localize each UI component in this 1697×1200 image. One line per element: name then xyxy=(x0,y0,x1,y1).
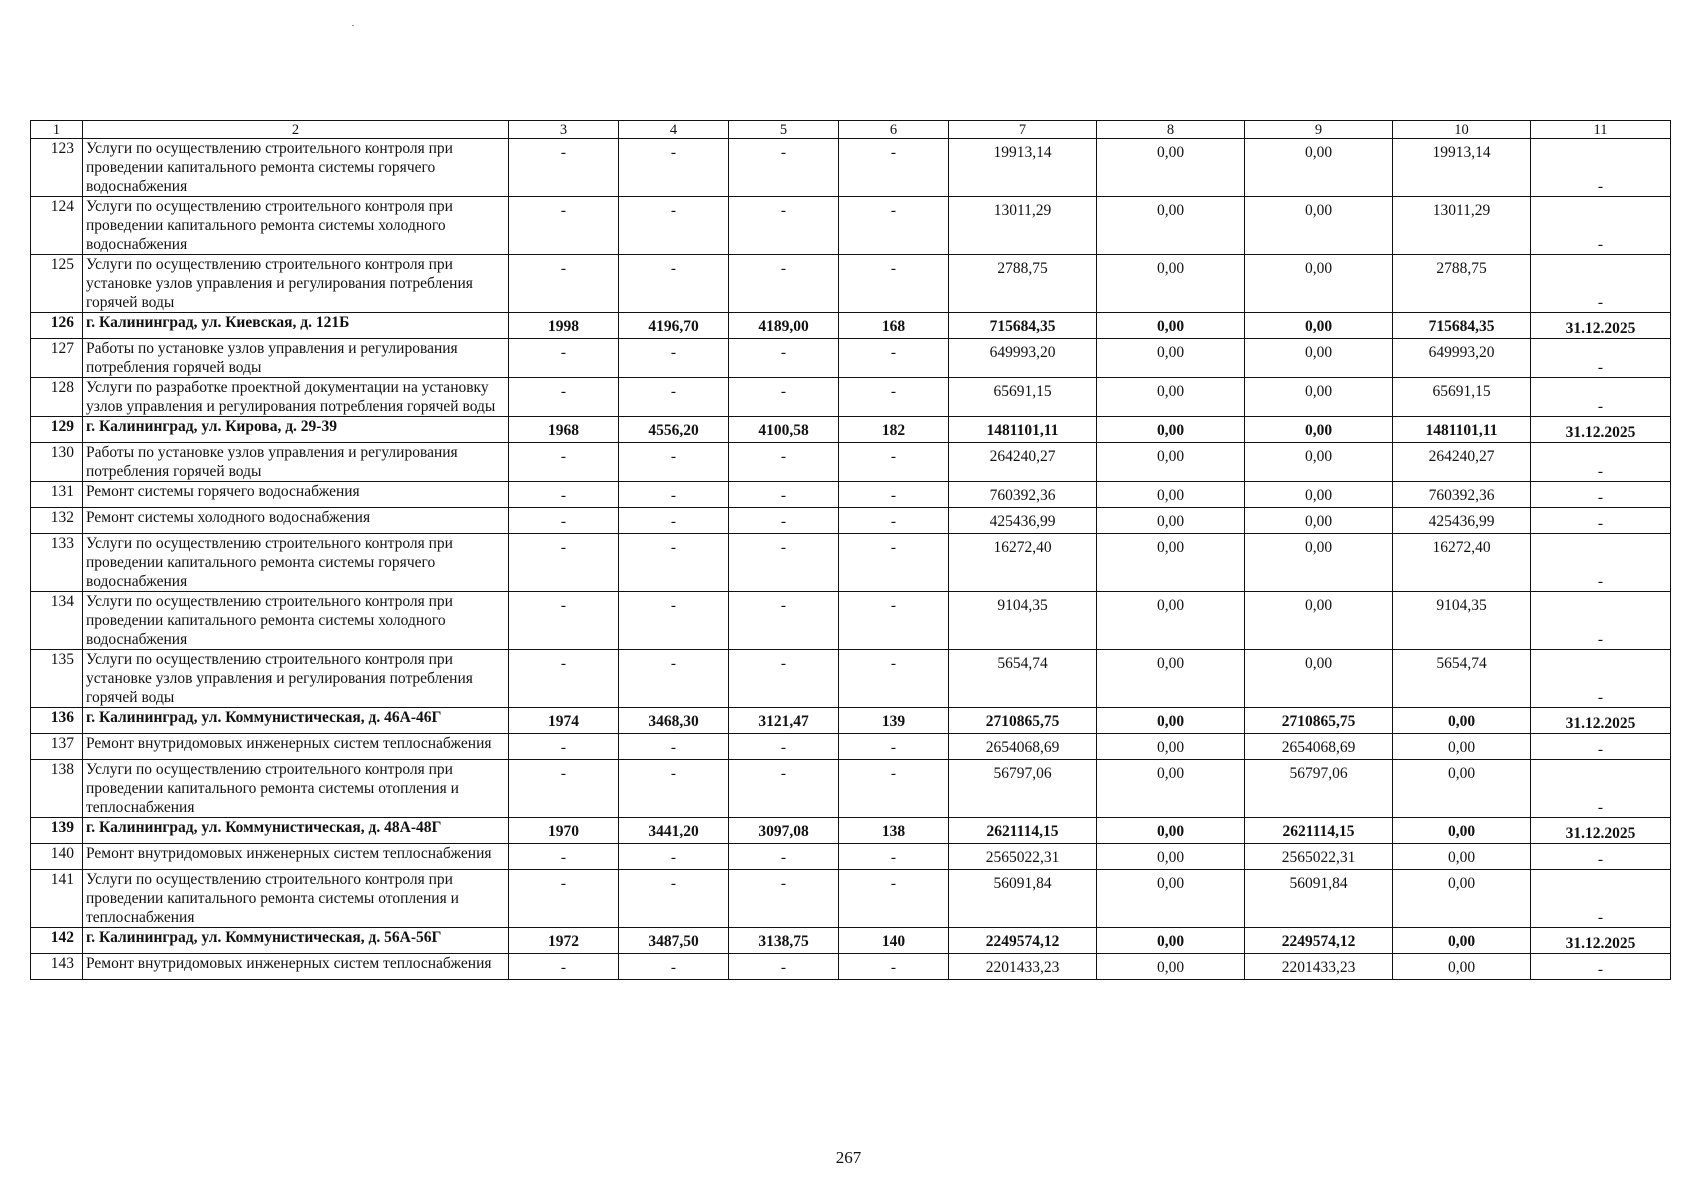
owner-funds: 13011,29 xyxy=(1393,197,1531,255)
owner-funds: 2788,75 xyxy=(1393,255,1531,313)
federal-funds: 0,00 xyxy=(1097,443,1245,482)
work-row xyxy=(31,443,1671,482)
work-description: Услуги по осуществлению строительного контроля при проведении капитального ремонта системы холодного водоснабжения xyxy=(83,592,509,650)
living-area: - xyxy=(729,197,839,255)
row-number: 123 xyxy=(31,139,83,197)
row-number: 129 xyxy=(31,417,83,443)
work-description: Услуги по осуществлению строительного контроля при проведении капитального ремонта системы горячего водоснабжения xyxy=(83,139,509,197)
residents-count: - xyxy=(839,592,949,650)
row-number: 131 xyxy=(31,482,83,508)
work-description: г. Калининград, ул. Коммунистическая, д. 48А-48Г xyxy=(83,818,509,844)
work-row xyxy=(31,508,1671,534)
deadline: - xyxy=(1531,378,1671,417)
residents-count: - xyxy=(839,760,949,818)
federal-funds: 0,00 xyxy=(1097,734,1245,760)
fund-funds: 0,00 xyxy=(1245,534,1393,592)
column-header: 4 xyxy=(619,121,729,139)
row-number: 138 xyxy=(31,760,83,818)
total-area: - xyxy=(619,339,729,378)
total-area: - xyxy=(619,592,729,650)
residents-count: - xyxy=(839,534,949,592)
build-year: - xyxy=(509,534,619,592)
work-row xyxy=(31,844,1671,870)
column-header: 8 xyxy=(1097,121,1245,139)
work-description: г. Калининград, ул. Кирова, д. 29-39 xyxy=(83,417,509,443)
row-number: 137 xyxy=(31,734,83,760)
work-description: Услуги по осуществлению строительного контроля при проведении капитального ремонта системы горячего водоснабжения xyxy=(83,534,509,592)
total-cost: 56091,84 xyxy=(949,870,1097,928)
total-cost: 1481101,11 xyxy=(949,417,1097,443)
owner-funds: 715684,35 xyxy=(1393,313,1531,339)
row-number: 134 xyxy=(31,592,83,650)
living-area: - xyxy=(729,443,839,482)
deadline: - xyxy=(1531,482,1671,508)
living-area: - xyxy=(729,592,839,650)
living-area: - xyxy=(729,139,839,197)
owner-funds: 9104,35 xyxy=(1393,592,1531,650)
work-row xyxy=(31,592,1671,650)
deadline: - xyxy=(1531,650,1671,708)
owner-funds: 0,00 xyxy=(1393,954,1531,980)
fund-funds: 0,00 xyxy=(1245,650,1393,708)
deadline: 31.12.2025 xyxy=(1531,708,1671,734)
fund-funds: 0,00 xyxy=(1245,417,1393,443)
residents-count: 140 xyxy=(839,928,949,954)
build-year: - xyxy=(509,734,619,760)
work-description: г. Калининград, ул. Коммунистическая, д. 46А-46Г xyxy=(83,708,509,734)
build-year: - xyxy=(509,650,619,708)
work-description: Работы по установке узлов управления и регулирования потребления горячей воды xyxy=(83,443,509,482)
total-cost: 5654,74 xyxy=(949,650,1097,708)
owner-funds: 760392,36 xyxy=(1393,482,1531,508)
owner-funds: 0,00 xyxy=(1393,760,1531,818)
living-area: - xyxy=(729,378,839,417)
work-description: Работы по установке узлов управления и регулирования потребления горячей воды xyxy=(83,339,509,378)
residents-count: - xyxy=(839,844,949,870)
deadline: - xyxy=(1531,760,1671,818)
deadline: - xyxy=(1531,197,1671,255)
work-row xyxy=(31,197,1671,255)
total-cost: 2249574,12 xyxy=(949,928,1097,954)
federal-funds: 0,00 xyxy=(1097,928,1245,954)
total-area: 3487,50 xyxy=(619,928,729,954)
row-number: 140 xyxy=(31,844,83,870)
residents-count: - xyxy=(839,870,949,928)
build-year: - xyxy=(509,592,619,650)
total-cost: 715684,35 xyxy=(949,313,1097,339)
residents-count: - xyxy=(839,734,949,760)
total-area: - xyxy=(619,870,729,928)
total-area: - xyxy=(619,139,729,197)
total-area: 4556,20 xyxy=(619,417,729,443)
work-row xyxy=(31,534,1671,592)
build-year: - xyxy=(509,760,619,818)
living-area: - xyxy=(729,650,839,708)
total-area: - xyxy=(619,760,729,818)
column-header: 3 xyxy=(509,121,619,139)
row-number: 143 xyxy=(31,954,83,980)
table-body xyxy=(31,139,1671,980)
fund-funds: 2621114,15 xyxy=(1245,818,1393,844)
column-header: 6 xyxy=(839,121,949,139)
living-area: - xyxy=(729,870,839,928)
repair-program-table xyxy=(30,120,1671,980)
fund-funds: 0,00 xyxy=(1245,508,1393,534)
fund-funds: 2654068,69 xyxy=(1245,734,1393,760)
total-area: - xyxy=(619,650,729,708)
fund-funds: 0,00 xyxy=(1245,378,1393,417)
residents-count: 139 xyxy=(839,708,949,734)
column-header: 7 xyxy=(949,121,1097,139)
build-year: 1998 xyxy=(509,313,619,339)
total-cost: 9104,35 xyxy=(949,592,1097,650)
fund-funds: 0,00 xyxy=(1245,339,1393,378)
deadline: - xyxy=(1531,734,1671,760)
build-year: - xyxy=(509,508,619,534)
deadline: - xyxy=(1531,592,1671,650)
total-cost: 2565022,31 xyxy=(949,844,1097,870)
row-number: 135 xyxy=(31,650,83,708)
build-year: - xyxy=(509,197,619,255)
residents-count: - xyxy=(839,650,949,708)
build-year: 1968 xyxy=(509,417,619,443)
column-header: 10 xyxy=(1393,121,1531,139)
deadline: - xyxy=(1531,954,1671,980)
address-row xyxy=(31,313,1671,339)
work-description: Услуги по осуществлению строительного контроля при проведении капитального ремонта системы холодного водоснабжения xyxy=(83,197,509,255)
living-area: - xyxy=(729,734,839,760)
total-cost: 16272,40 xyxy=(949,534,1097,592)
living-area: 3121,47 xyxy=(729,708,839,734)
deadline: 31.12.2025 xyxy=(1531,313,1671,339)
build-year: - xyxy=(509,870,619,928)
living-area: 3097,08 xyxy=(729,818,839,844)
owner-funds: 19913,14 xyxy=(1393,139,1531,197)
fund-funds: 0,00 xyxy=(1245,197,1393,255)
row-number: 125 xyxy=(31,255,83,313)
residents-count: - xyxy=(839,139,949,197)
total-cost: 425436,99 xyxy=(949,508,1097,534)
living-area: - xyxy=(729,844,839,870)
owner-funds: 425436,99 xyxy=(1393,508,1531,534)
total-area: 3441,20 xyxy=(619,818,729,844)
residents-count: - xyxy=(839,508,949,534)
federal-funds: 0,00 xyxy=(1097,818,1245,844)
deadline: - xyxy=(1531,534,1671,592)
fund-funds: 0,00 xyxy=(1245,482,1393,508)
work-description: Ремонт системы холодного водоснабжения xyxy=(83,508,509,534)
row-number: 126 xyxy=(31,313,83,339)
build-year: 1972 xyxy=(509,928,619,954)
federal-funds: 0,00 xyxy=(1097,313,1245,339)
fund-funds: 0,00 xyxy=(1245,139,1393,197)
scan-speck xyxy=(352,25,354,26)
total-cost: 2654068,69 xyxy=(949,734,1097,760)
residents-count: - xyxy=(839,443,949,482)
work-description: Услуги по осуществлению строительного контроля при установке узлов управления и регулирования потребления горячей воды xyxy=(83,650,509,708)
deadline: - xyxy=(1531,508,1671,534)
build-year: - xyxy=(509,954,619,980)
work-description: Услуги по осуществлению строительного контроля при установке узлов управления и регулирования потребления горячей воды xyxy=(83,255,509,313)
build-year: - xyxy=(509,139,619,197)
owner-funds: 0,00 xyxy=(1393,734,1531,760)
total-cost: 649993,20 xyxy=(949,339,1097,378)
total-cost: 2201433,23 xyxy=(949,954,1097,980)
federal-funds: 0,00 xyxy=(1097,954,1245,980)
total-cost: 2621114,15 xyxy=(949,818,1097,844)
build-year: - xyxy=(509,255,619,313)
federal-funds: 0,00 xyxy=(1097,870,1245,928)
fund-funds: 0,00 xyxy=(1245,443,1393,482)
total-cost: 760392,36 xyxy=(949,482,1097,508)
work-row xyxy=(31,870,1671,928)
column-number-header-row xyxy=(31,121,1671,139)
column-header: 11 xyxy=(1531,121,1671,139)
build-year: - xyxy=(509,482,619,508)
work-row xyxy=(31,650,1671,708)
federal-funds: 0,00 xyxy=(1097,197,1245,255)
residents-count: - xyxy=(839,482,949,508)
work-row xyxy=(31,139,1671,197)
address-row xyxy=(31,818,1671,844)
total-area: - xyxy=(619,482,729,508)
federal-funds: 0,00 xyxy=(1097,534,1245,592)
federal-funds: 0,00 xyxy=(1097,482,1245,508)
total-cost: 13011,29 xyxy=(949,197,1097,255)
build-year: 1970 xyxy=(509,818,619,844)
work-row xyxy=(31,734,1671,760)
residents-count: - xyxy=(839,339,949,378)
address-row xyxy=(31,928,1671,954)
total-area: - xyxy=(619,197,729,255)
deadline: - xyxy=(1531,844,1671,870)
build-year: 1974 xyxy=(509,708,619,734)
work-description: Ремонт внутридомовых инженерных систем теплоснабжения xyxy=(83,734,509,760)
row-number: 133 xyxy=(31,534,83,592)
address-row xyxy=(31,417,1671,443)
owner-funds: 0,00 xyxy=(1393,870,1531,928)
federal-funds: 0,00 xyxy=(1097,417,1245,443)
total-area: - xyxy=(619,443,729,482)
total-cost: 264240,27 xyxy=(949,443,1097,482)
total-area: - xyxy=(619,734,729,760)
federal-funds: 0,00 xyxy=(1097,378,1245,417)
fund-funds: 0,00 xyxy=(1245,592,1393,650)
living-area: 4189,00 xyxy=(729,313,839,339)
fund-funds: 0,00 xyxy=(1245,255,1393,313)
owner-funds: 65691,15 xyxy=(1393,378,1531,417)
owner-funds: 0,00 xyxy=(1393,708,1531,734)
federal-funds: 0,00 xyxy=(1097,844,1245,870)
total-cost: 2788,75 xyxy=(949,255,1097,313)
total-cost: 56797,06 xyxy=(949,760,1097,818)
work-description: г. Калининград, ул. Киевская, д. 121Б xyxy=(83,313,509,339)
work-row xyxy=(31,760,1671,818)
total-area: - xyxy=(619,508,729,534)
row-number: 141 xyxy=(31,870,83,928)
total-area: - xyxy=(619,255,729,313)
work-description: Услуги по осуществлению строительного контроля при проведении капитального ремонта системы отопления и теплоснабжения xyxy=(83,760,509,818)
deadline: - xyxy=(1531,339,1671,378)
build-year: - xyxy=(509,339,619,378)
federal-funds: 0,00 xyxy=(1097,650,1245,708)
owner-funds: 0,00 xyxy=(1393,818,1531,844)
living-area: - xyxy=(729,954,839,980)
fund-funds: 2201433,23 xyxy=(1245,954,1393,980)
total-area: - xyxy=(619,378,729,417)
work-row xyxy=(31,378,1671,417)
row-number: 128 xyxy=(31,378,83,417)
living-area: - xyxy=(729,534,839,592)
row-number: 136 xyxy=(31,708,83,734)
repair-program-table-wrapper xyxy=(30,120,1670,980)
fund-funds: 0,00 xyxy=(1245,313,1393,339)
living-area: 3138,75 xyxy=(729,928,839,954)
deadline: - xyxy=(1531,139,1671,197)
build-year: - xyxy=(509,443,619,482)
column-header: 2 xyxy=(83,121,509,139)
work-row xyxy=(31,255,1671,313)
living-area: - xyxy=(729,482,839,508)
work-description: г. Калининград, ул. Коммунистическая, д. 56А-56Г xyxy=(83,928,509,954)
work-row xyxy=(31,339,1671,378)
work-description: Услуги по осуществлению строительного контроля при проведении капитального ремонта системы отопления и теплоснабжения xyxy=(83,870,509,928)
residents-count: 168 xyxy=(839,313,949,339)
total-area: - xyxy=(619,954,729,980)
column-header: 5 xyxy=(729,121,839,139)
residents-count: 182 xyxy=(839,417,949,443)
living-area: - xyxy=(729,760,839,818)
deadline: - xyxy=(1531,443,1671,482)
fund-funds: 56797,06 xyxy=(1245,760,1393,818)
total-cost: 65691,15 xyxy=(949,378,1097,417)
owner-funds: 5654,74 xyxy=(1393,650,1531,708)
federal-funds: 0,00 xyxy=(1097,255,1245,313)
fund-funds: 2565022,31 xyxy=(1245,844,1393,870)
owner-funds: 264240,27 xyxy=(1393,443,1531,482)
living-area: - xyxy=(729,339,839,378)
work-description: Ремонт внутридомовых инженерных систем теплоснабжения xyxy=(83,954,509,980)
total-cost: 2710865,75 xyxy=(949,708,1097,734)
work-description: Ремонт системы горячего водоснабжения xyxy=(83,482,509,508)
work-description: Ремонт внутридомовых инженерных систем теплоснабжения xyxy=(83,844,509,870)
owner-funds: 16272,40 xyxy=(1393,534,1531,592)
fund-funds: 2710865,75 xyxy=(1245,708,1393,734)
deadline: 31.12.2025 xyxy=(1531,417,1671,443)
owner-funds: 1481101,11 xyxy=(1393,417,1531,443)
row-number: 142 xyxy=(31,928,83,954)
total-area: - xyxy=(619,534,729,592)
total-area: 4196,70 xyxy=(619,313,729,339)
deadline: - xyxy=(1531,870,1671,928)
federal-funds: 0,00 xyxy=(1097,508,1245,534)
column-header: 1 xyxy=(31,121,83,139)
living-area: 4100,58 xyxy=(729,417,839,443)
row-number: 139 xyxy=(31,818,83,844)
federal-funds: 0,00 xyxy=(1097,592,1245,650)
fund-funds: 56091,84 xyxy=(1245,870,1393,928)
work-row xyxy=(31,954,1671,980)
residents-count: - xyxy=(839,255,949,313)
owner-funds: 0,00 xyxy=(1393,844,1531,870)
total-area: - xyxy=(619,844,729,870)
federal-funds: 0,00 xyxy=(1097,339,1245,378)
row-number: 127 xyxy=(31,339,83,378)
federal-funds: 0,00 xyxy=(1097,139,1245,197)
owner-funds: 0,00 xyxy=(1393,928,1531,954)
page-number: 267 xyxy=(835,1148,862,1167)
row-number: 130 xyxy=(31,443,83,482)
living-area: - xyxy=(729,255,839,313)
living-area: - xyxy=(729,508,839,534)
federal-funds: 0,00 xyxy=(1097,760,1245,818)
column-header: 9 xyxy=(1245,121,1393,139)
deadline: 31.12.2025 xyxy=(1531,928,1671,954)
total-area: 3468,30 xyxy=(619,708,729,734)
residents-count: 138 xyxy=(839,818,949,844)
residents-count: - xyxy=(839,954,949,980)
deadline: - xyxy=(1531,255,1671,313)
build-year: - xyxy=(509,378,619,417)
row-number: 124 xyxy=(31,197,83,255)
deadline: 31.12.2025 xyxy=(1531,818,1671,844)
residents-count: - xyxy=(839,378,949,417)
federal-funds: 0,00 xyxy=(1097,708,1245,734)
owner-funds: 649993,20 xyxy=(1393,339,1531,378)
work-row xyxy=(31,482,1671,508)
residents-count: - xyxy=(839,197,949,255)
work-description: Услуги по разработке проектной документации на установку узлов управления и регулирования потребления горячей воды xyxy=(83,378,509,417)
fund-funds: 2249574,12 xyxy=(1245,928,1393,954)
address-row xyxy=(31,708,1671,734)
build-year: - xyxy=(509,844,619,870)
row-number: 132 xyxy=(31,508,83,534)
total-cost: 19913,14 xyxy=(949,139,1097,197)
